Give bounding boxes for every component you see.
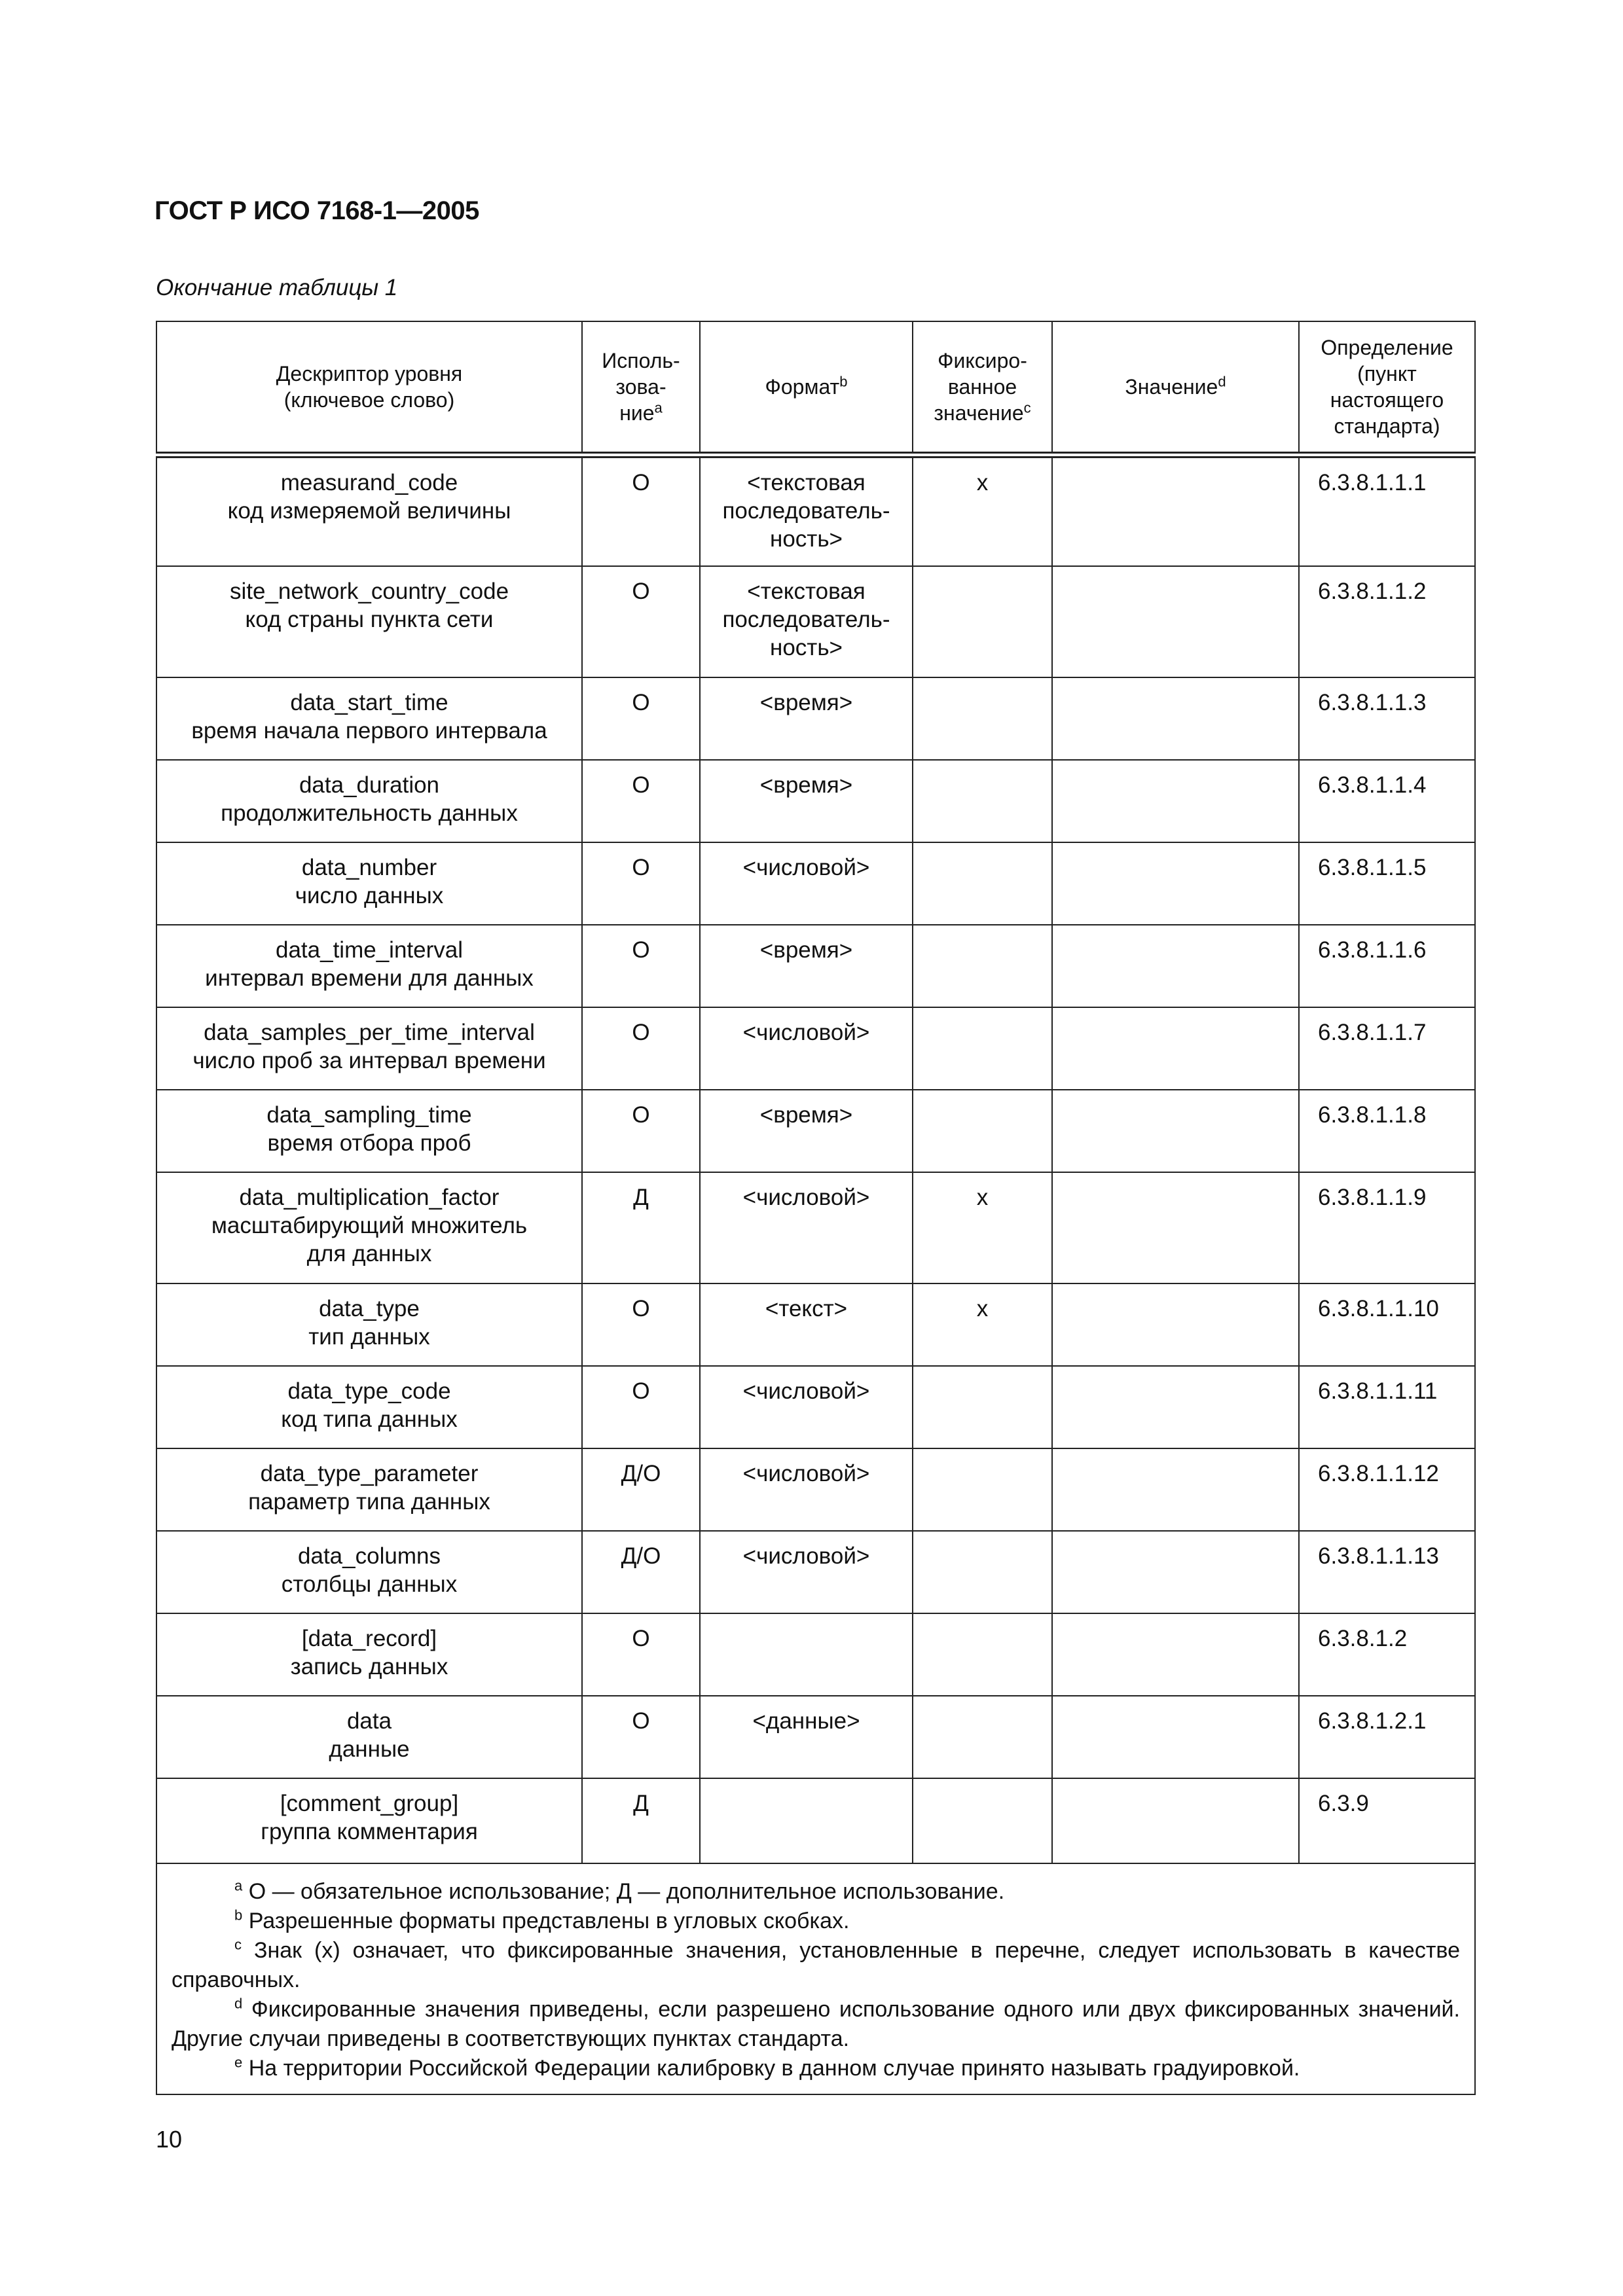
keyword: data_time_interval [276, 937, 463, 963]
table-row [156, 925, 1475, 1007]
table-row [156, 1366, 1475, 1448]
keyword: measurand_code [280, 470, 458, 495]
value-cell [1052, 1778, 1299, 1863]
fixed-value-cell [913, 1531, 1052, 1613]
header-fixed-value [913, 321, 1052, 455]
fixed-value-cell: x [913, 1283, 1052, 1366]
fixed-value-cell [913, 1613, 1052, 1696]
footnote [172, 2054, 1460, 2083]
keyword-description: параметр типа данных [248, 1489, 490, 1515]
keyword-cell [156, 1366, 582, 1448]
value-cell [1052, 1283, 1299, 1366]
footnote [172, 1936, 1460, 1995]
fixed-value-cell [913, 1090, 1052, 1172]
keyword-cell [156, 842, 582, 925]
footnote-mark: d [234, 1995, 243, 2012]
definition-ref-cell: 6.3.8.1.1.13 [1299, 1531, 1475, 1613]
keyword-cell [156, 566, 582, 677]
keyword: data_type_parameter [260, 1461, 479, 1486]
keyword-cell [156, 1283, 582, 1366]
keyword-cell [156, 1172, 582, 1283]
keyword-description: масштабирующий множитель для данных [211, 1213, 528, 1266]
keyword: data [346, 1708, 392, 1734]
usage-cell: О [582, 760, 700, 842]
fixed-value-cell [913, 842, 1052, 925]
keyword-description: столбцы данных [281, 1571, 458, 1597]
footnote-mark: a [234, 1877, 243, 1894]
keyword-description: тип данных [308, 1324, 430, 1350]
format-cell: <данные> [700, 1696, 913, 1778]
keyword-description: запись данных [290, 1654, 448, 1679]
header-usage-line2: зова- [615, 375, 666, 399]
header-descriptor [156, 321, 582, 455]
usage-cell: О [582, 1366, 700, 1448]
keyword-cell [156, 677, 582, 760]
keyword-description: интервал времени для данных [205, 965, 534, 991]
keyword-cell [156, 1613, 582, 1696]
header-format-footnote-mark: b [839, 373, 848, 390]
table-row [156, 1090, 1475, 1172]
footnote-mark: c [234, 1936, 242, 1953]
footnote-mark: b [234, 1907, 243, 1924]
header-fixed-line2: ванное [947, 375, 1017, 399]
format-cell [700, 1613, 913, 1696]
value-cell [1052, 1007, 1299, 1090]
usage-cell: О [582, 677, 700, 760]
format-cell: <текст> [700, 1283, 913, 1366]
format-cell: <текстовая последователь-ность> [700, 455, 913, 566]
table-row [156, 1283, 1475, 1366]
document-header: ГОСТ Р ИСО 7168-1—2005 [155, 196, 479, 225]
usage-cell: О [582, 1613, 700, 1696]
page-number: 10 [156, 2126, 183, 2153]
table-row [156, 1448, 1475, 1531]
value-cell [1052, 1613, 1299, 1696]
value-cell [1052, 1448, 1299, 1531]
header-descriptor-line2: (ключевое слово) [283, 388, 455, 412]
value-cell [1052, 1090, 1299, 1172]
format-cell [700, 1778, 913, 1863]
fixed-value-cell [913, 1778, 1052, 1863]
header-format [700, 321, 913, 455]
footnote-mark: e [234, 2054, 243, 2071]
header-fixed-line3: значение [934, 401, 1024, 425]
keyword-description: данные [329, 1736, 410, 1762]
definition-ref-cell: 6.3.8.1.1.6 [1299, 925, 1475, 1007]
keyword: data_number [301, 855, 437, 880]
keyword-cell [156, 455, 582, 566]
format-cell: <числовой> [700, 842, 913, 925]
definition-ref-cell: 6.3.8.1.1.7 [1299, 1007, 1475, 1090]
keyword-cell [156, 1696, 582, 1778]
usage-cell: О [582, 1696, 700, 1778]
fixed-value-cell: x [913, 1172, 1052, 1283]
keyword-cell [156, 760, 582, 842]
table-row [156, 1172, 1475, 1283]
usage-cell: О [582, 925, 700, 1007]
keyword-description: код страны пункта сети [245, 607, 494, 632]
keyword-description: продолжительность данных [221, 800, 518, 826]
usage-cell: О [582, 842, 700, 925]
header-definition-line4: стандарта) [1334, 414, 1440, 438]
header-descriptor-line1: Дескриптор уровня [276, 362, 463, 386]
format-cell: <текстовая последователь-ность> [700, 566, 913, 677]
header-fixed-line1: Фиксиро- [938, 349, 1027, 372]
value-cell [1052, 1696, 1299, 1778]
table-row [156, 760, 1475, 842]
format-cell: <время> [700, 1090, 913, 1172]
keyword: data_type [319, 1296, 420, 1321]
keyword-cell [156, 1448, 582, 1531]
definition-ref-cell: 6.3.9 [1299, 1778, 1475, 1863]
keyword: data_type_code [287, 1378, 451, 1404]
keyword: data_start_time [290, 690, 448, 715]
format-cell: <числовой> [700, 1448, 913, 1531]
keyword-cell [156, 1778, 582, 1863]
format-cell: <время> [700, 760, 913, 842]
header-usage [582, 321, 700, 455]
usage-cell: Д/О [582, 1448, 700, 1531]
table-row [156, 455, 1475, 566]
value-cell [1052, 677, 1299, 760]
keyword-cell [156, 1531, 582, 1613]
fixed-value-cell [913, 925, 1052, 1007]
format-cell: <числовой> [700, 1531, 913, 1613]
value-cell [1052, 1366, 1299, 1448]
header-fixed-footnote-mark: c [1023, 399, 1031, 416]
table-header-row [156, 321, 1475, 455]
keyword: data_sampling_time [266, 1102, 472, 1128]
fixed-value-cell [913, 1007, 1052, 1090]
keyword-cell [156, 1090, 582, 1172]
table-row [156, 677, 1475, 760]
usage-cell: О [582, 1007, 700, 1090]
definition-ref-cell: 6.3.8.1.1.1 [1299, 455, 1475, 566]
keyword-description: число проб за интервал времени [192, 1048, 546, 1073]
format-cell: <числовой> [700, 1172, 913, 1283]
footnote-text: Фиксированные значения приведены, если разрешено использование одного или двух фиксированных значений. Другие случаи приведены в соответствующих пунктах стандарта. [172, 1997, 1460, 2051]
usage-cell: О [582, 1283, 700, 1366]
keyword-cell [156, 1007, 582, 1090]
value-cell [1052, 842, 1299, 925]
value-cell [1052, 455, 1299, 566]
fixed-value-cell [913, 1448, 1052, 1531]
definition-ref-cell: 6.3.8.1.1.4 [1299, 760, 1475, 842]
table-row [156, 1613, 1475, 1696]
table-caption: Окончание таблицы 1 [156, 275, 398, 300]
keyword: [data_record] [301, 1626, 437, 1651]
footnote [172, 1907, 1460, 1936]
header-definition-line2: (пункт [1357, 362, 1417, 386]
value-cell [1052, 566, 1299, 677]
keyword-description: код измеряемой величины [227, 498, 511, 524]
fixed-value-cell: x [913, 455, 1052, 566]
fixed-value-cell [913, 566, 1052, 677]
footnotes-cell [156, 1863, 1475, 2094]
header-value-label: Значение [1125, 375, 1218, 399]
definition-ref-cell: 6.3.8.1.1.5 [1299, 842, 1475, 925]
fixed-value-cell [913, 760, 1052, 842]
header-definition-line1: Определение [1321, 336, 1453, 359]
definition-ref-cell: 6.3.8.1.1.10 [1299, 1283, 1475, 1366]
definition-ref-cell: 6.3.8.1.1.11 [1299, 1366, 1475, 1448]
table-row [156, 1007, 1475, 1090]
header-definition-line3: настоящего [1330, 388, 1444, 412]
table-row [156, 842, 1475, 925]
definition-ref-cell: 6.3.8.1.2.1 [1299, 1696, 1475, 1778]
value-cell [1052, 925, 1299, 1007]
header-usage-footnote-mark: a [654, 399, 663, 416]
footnote-text: Знак (x) означает, что фиксированные значения, установленные в перечне, следует использовать в качестве справочных. [172, 1938, 1460, 1992]
keyword: [comment_group] [280, 1791, 459, 1816]
table-row [156, 1696, 1475, 1778]
format-cell: <время> [700, 925, 913, 1007]
usage-cell: Д [582, 1172, 700, 1283]
value-cell [1052, 1172, 1299, 1283]
keyword: data_columns [298, 1543, 441, 1569]
keyword-description: время отбора проб [267, 1130, 471, 1156]
value-cell [1052, 760, 1299, 842]
header-definition [1299, 321, 1475, 455]
value-cell [1052, 1531, 1299, 1613]
usage-cell: Д [582, 1778, 700, 1863]
table-row [156, 1531, 1475, 1613]
footnote-text: На территории Российской Федерации калибровку в данном случае принято называть градуировкой. [242, 2056, 1300, 2081]
data-table [156, 321, 1476, 2095]
keyword-cell [156, 925, 582, 1007]
header-value-footnote-mark: d [1218, 373, 1226, 390]
header-format-label: Формат [765, 375, 840, 399]
definition-ref-cell: 6.3.8.1.1.9 [1299, 1172, 1475, 1283]
definition-ref-cell: 6.3.8.1.2 [1299, 1613, 1475, 1696]
usage-cell: Д/О [582, 1531, 700, 1613]
keyword-description: код типа данных [281, 1407, 458, 1432]
keyword-description: группа комментария [261, 1819, 478, 1844]
fixed-value-cell [913, 1366, 1052, 1448]
header-usage-line1: Исполь- [602, 349, 680, 372]
footnote [172, 1995, 1460, 2054]
keyword: data_duration [299, 772, 440, 798]
footnote-text: О — обязательное использование; Д — дополнительное использование. [242, 1879, 1005, 1904]
format-cell: <числовой> [700, 1007, 913, 1090]
keyword: data_samples_per_time_interval [204, 1020, 535, 1045]
footnote [172, 1877, 1460, 1907]
header-value [1052, 321, 1299, 455]
definition-ref-cell: 6.3.8.1.1.12 [1299, 1448, 1475, 1531]
fixed-value-cell [913, 1696, 1052, 1778]
keyword: data_multiplication_factor [239, 1185, 500, 1210]
definition-ref-cell: 6.3.8.1.1.2 [1299, 566, 1475, 677]
keyword-description: время начала первого интервала [191, 718, 547, 744]
header-usage-line3: ние [619, 401, 655, 425]
format-cell: <время> [700, 677, 913, 760]
keyword: site_network_country_code [229, 579, 509, 604]
table-row [156, 1778, 1475, 1863]
usage-cell: О [582, 455, 700, 566]
definition-ref-cell: 6.3.8.1.1.3 [1299, 677, 1475, 760]
format-cell: <числовой> [700, 1366, 913, 1448]
definition-ref-cell: 6.3.8.1.1.8 [1299, 1090, 1475, 1172]
footnote-text: Разрешенные форматы представлены в угловых скобках. [242, 1909, 850, 1933]
fixed-value-cell [913, 677, 1052, 760]
usage-cell: О [582, 1090, 700, 1172]
table-row [156, 566, 1475, 677]
footnotes-row [156, 1863, 1475, 2094]
keyword-description: число данных [295, 883, 444, 908]
usage-cell: О [582, 566, 700, 677]
